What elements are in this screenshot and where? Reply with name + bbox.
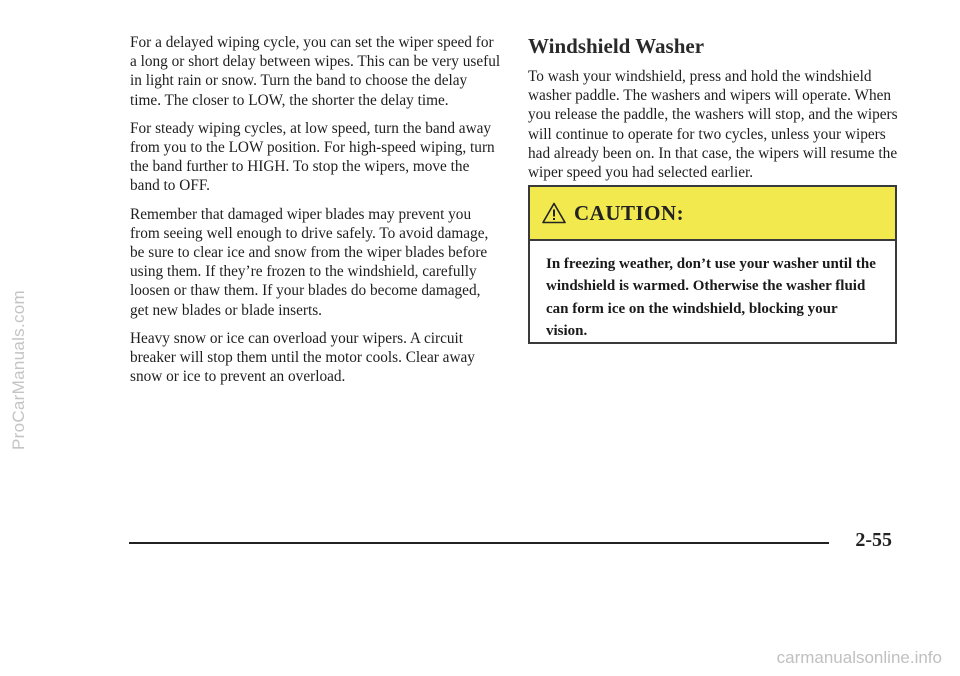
paragraph-damaged-blades: Remember that damaged wiper blades may prevent you from seeing well enough to drive safely. To avoid damage, be sure to clear ice and snow from the wiper blades before using them. If they’re frozen to the windshield, carefully loosen or thaw them. If your blades do become damaged, get new blades or blade inserts. [130,205,489,319]
page-number: 2-55 [855,529,892,551]
right-column [528,33,904,191]
paragraph-steady-wiping: For steady wiping cycles, at low speed, turn the band away from you to the LOW position. For high-speed wiping, turn the band further to HIGH. To stop the wipers, move the band to OFF. [130,119,495,195]
footer-rule [129,542,829,544]
bottom-watermark: carmanualsonline.info [776,648,942,667]
paragraph-delayed-wiping: For a delayed wiping cycle, you can set the wiper speed for a long or short delay between wipes. This can be very useful in light rain or snow. Turn the band to choose the delay time. The closer to LOW, the shorter the delay time. [130,34,501,109]
caution-box [528,185,897,344]
side-watermark [4,220,34,520]
warning-triangle-icon [542,202,566,224]
section-heading-windshield-washer: Windshield Washer [528,34,705,58]
caution-title: CAUTION: [574,200,685,225]
caution-text: In freezing weather, don’t use your washer until the windshield is warmed. Otherwise the washer fluid can form ice on the windshield, blocking your vision. [546,256,876,339]
paragraph-overload: Heavy snow or ice can overload your wipers. A circuit breaker will stop them until the motor cools. Clear away snow or ice to prevent an overload. [130,329,475,386]
left-column [130,33,502,395]
side-watermark-text: ProCarManuals.com [9,289,28,451]
caution-header [530,187,895,241]
paragraph-washer-instructions: To wash your windshield, press and hold the windshield washer paddle. The washers and wipers will operate. When you release the paddle, the washers will stop, and the wipers will continue to operate for two cycles, unless your wipers had already been on. In that case, the wipers will resume the wiper speed you had selected earlier. [528,68,898,182]
